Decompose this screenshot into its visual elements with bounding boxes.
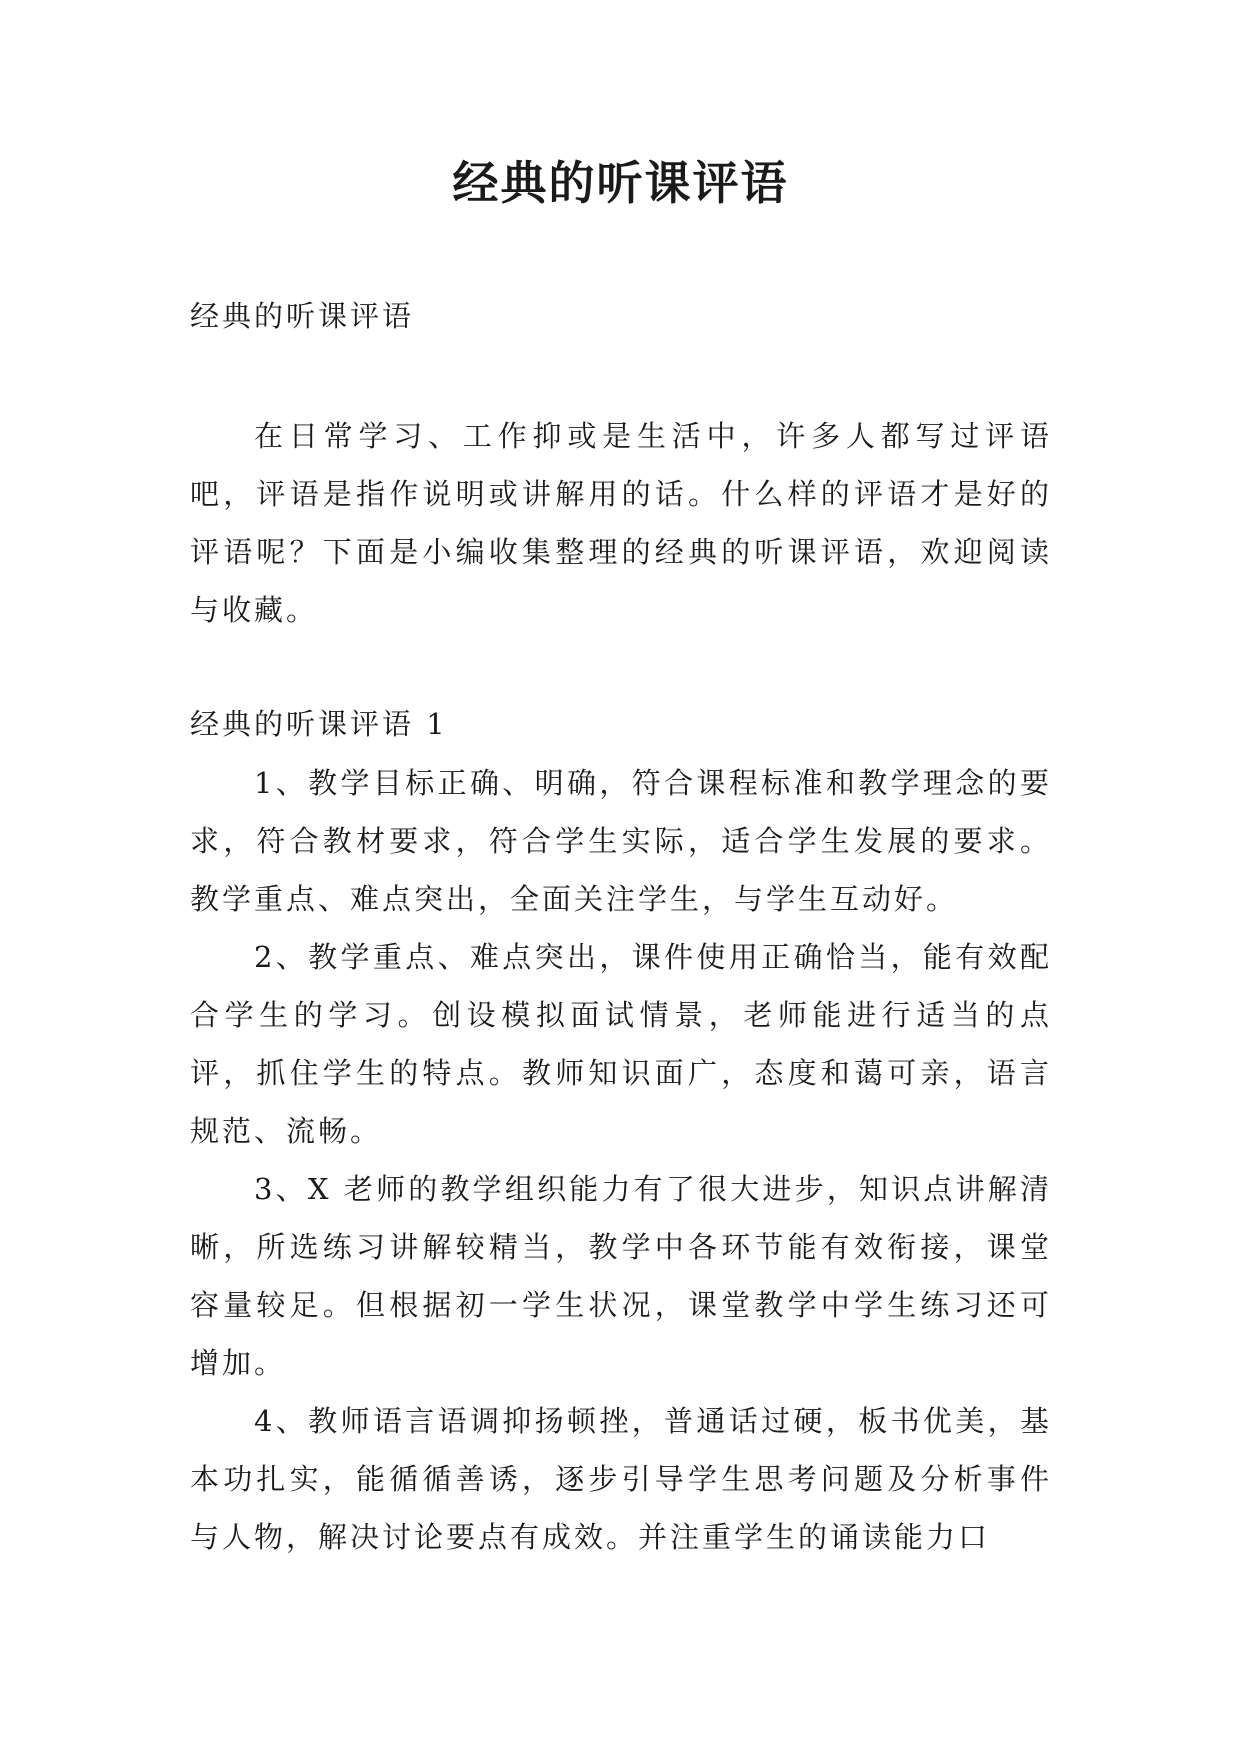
comment-list <box>190 754 1052 1566</box>
comment-item-4: 4、教师语言语调抑扬顿挫，普通话过硬，板书优美，基本功扎实，能循循善诱，逐步引导学生思考问题及分析事件与人物，解决讨论要点有成效。并注重学生的诵读能力口 <box>190 1404 1052 1554</box>
intro-paragraph: 在日常学习、工作抑或是生活中，许多人都写过评语吧，评语是指作说明或讲解用的话。什么样的评语才是好的评语呢？下面是小编收集整理的经典的听课评语，欢迎阅读与收藏。 <box>190 419 1052 627</box>
comment-item-2: 2、教学重点、难点突出，课件使用正确恰当，能有效配合学生的学习。创设模拟面试情景，老师能进行适当的点评，抓住学生的特点。教师知识面广，态度和蔼可亲，语言规范、流畅。 <box>190 940 1052 1148</box>
document-title: 经典的听课评语 <box>452 156 789 210</box>
comment-item-1: 1、教学目标正确、明确，符合课程标准和教学理念的要求，符合教材要求，符合学生实际，适合学生发展的要求。教学重点、难点突出，全面关注学生，与学生互动好。 <box>190 766 1052 916</box>
document-subtitle: 经典的听课评语 <box>190 299 415 333</box>
comment-item-3: 3、X 老师的教学组织能力有了很大进步，知识点讲解清晰，所选练习讲解较精当，教学中各环节能有效衔接，课堂容量较足。但根据初一学生状况，课堂教学中学生练习还可增加。 <box>190 1172 1052 1380</box>
section-heading: 经典的听课评语 1 <box>190 707 448 741</box>
